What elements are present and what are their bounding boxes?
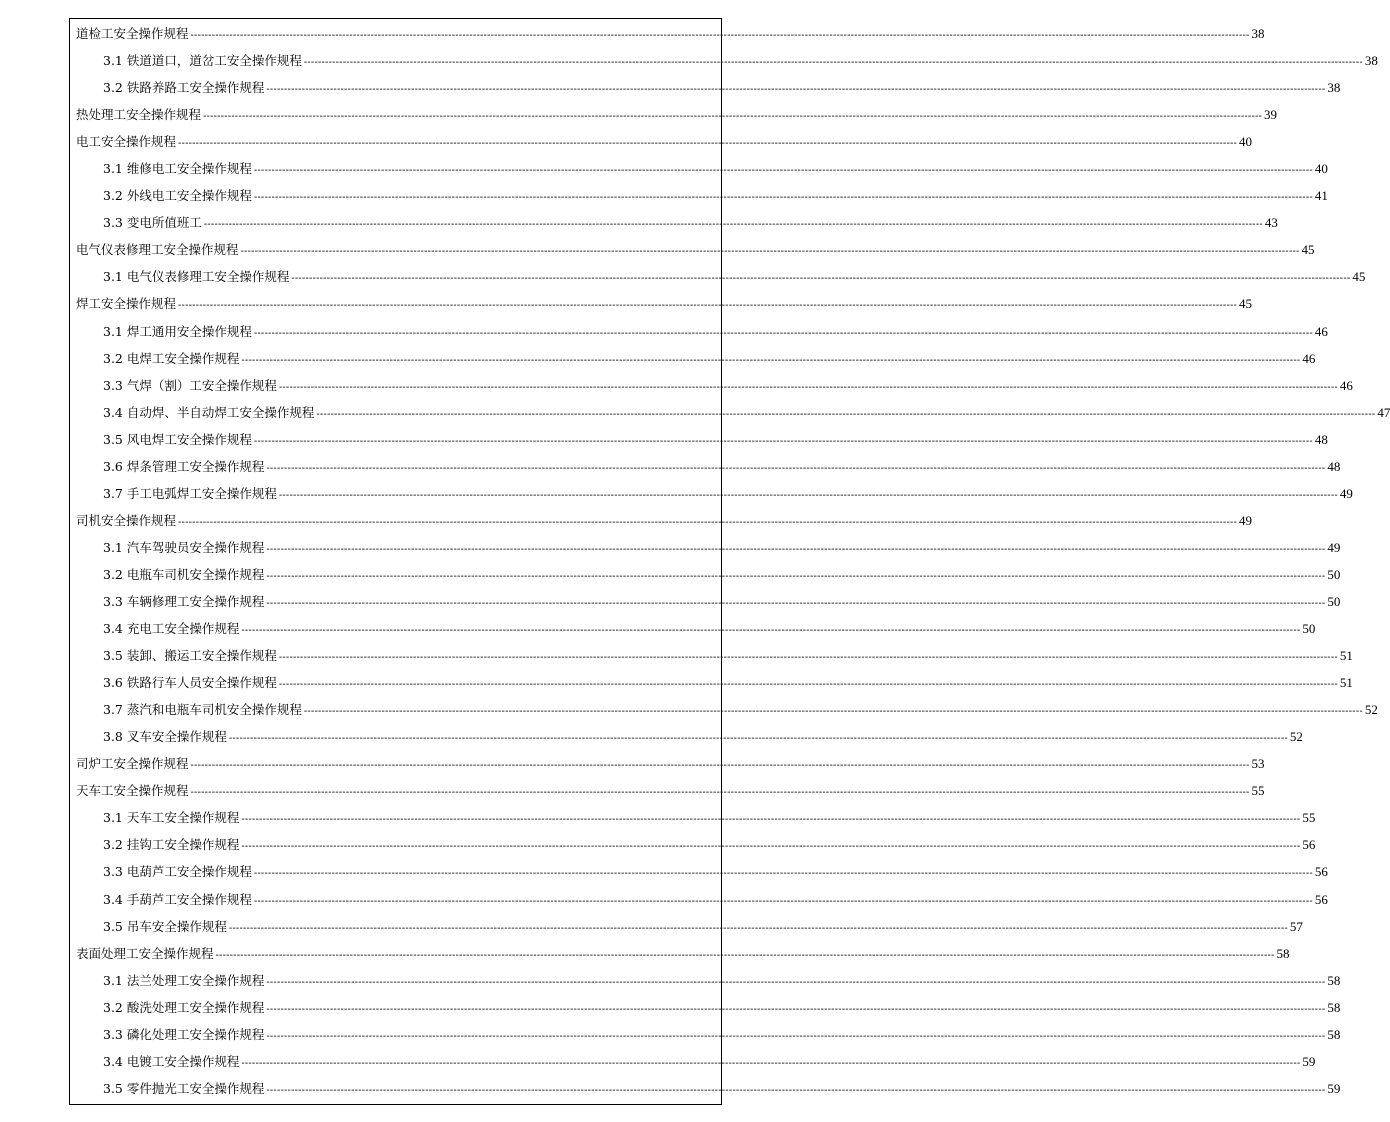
toc-subentry[interactable] xyxy=(76,836,1316,863)
dot-leader: ------------------------------------------------------------------------------------------------------------------------------------------------------------------------------------------------------------------------------------------------------------------------------------------------------------ xyxy=(278,381,1338,393)
toc-entry-title: 3.1 铁道道口，道岔工安全操作规程 xyxy=(103,53,302,69)
dot-leader: ------------------------------------------------------------------------------------------------------------------------------------------------------------------------------------------------------------------------------------------------------------------------------------------------------------ xyxy=(253,435,1313,447)
toc-subentry[interactable] xyxy=(76,214,1278,241)
toc-subentry[interactable] xyxy=(76,674,1353,701)
toc-page-number: 46 xyxy=(1314,323,1328,339)
toc-subentry[interactable] xyxy=(76,620,1316,647)
toc-subentry[interactable] xyxy=(76,485,1353,512)
toc-page-number: 56 xyxy=(1314,864,1328,880)
toc-page-number: 52 xyxy=(1364,702,1378,718)
toc-entry-title: 3.3 气焊（割）工安全操作规程 xyxy=(103,377,277,393)
dot-leader: ------------------------------------------------------------------------------------------------------------------------------------------------------------------------------------------------------------------------------------------------------------------------------------------------------------ xyxy=(266,1003,1326,1015)
dot-leader: ------------------------------------------------------------------------------------------------------------------------------------------------------------------------------------------------------------------------------------------------------------------------------------------------------------ xyxy=(266,84,1326,96)
dot-leader: ------------------------------------------------------------------------------------------------------------------------------------------------------------------------------------------------------------------------------------------------------------------------------------------------------------ xyxy=(215,949,1275,961)
toc-page-number: 52 xyxy=(1289,729,1303,745)
toc-entry-title: 3.1 汽车驾驶员安全操作规程 xyxy=(103,539,265,555)
toc-subentry[interactable] xyxy=(76,809,1316,836)
toc-page-number: 58 xyxy=(1327,999,1341,1015)
toc-entry-title: 3.1 维修电工安全操作规程 xyxy=(103,161,252,177)
toc-entry-title: 3.5 吊车安全操作规程 xyxy=(103,918,227,934)
dot-leader: ------------------------------------------------------------------------------------------------------------------------------------------------------------------------------------------------------------------------------------------------------------------------------------------------------------ xyxy=(266,976,1326,988)
toc-entry-title: 3.5 风电焊工安全操作规程 xyxy=(103,431,252,447)
toc-page-number: 47 xyxy=(1377,404,1390,420)
toc-page-number: 50 xyxy=(1327,593,1341,609)
toc-page-number: 46 xyxy=(1302,350,1316,366)
toc-entry-title: 3.4 电镀工安全操作规程 xyxy=(103,1053,240,1069)
toc-entry-title: 3.3 变电所值班工 xyxy=(103,215,202,231)
toc-subentry[interactable] xyxy=(76,972,1341,999)
toc-page-number: 56 xyxy=(1302,837,1316,853)
toc-page-number: 59 xyxy=(1327,1080,1341,1096)
toc-entry-title: 3.5 零件抛光工安全操作规程 xyxy=(103,1080,265,1096)
table-of-contents xyxy=(76,25,1390,1107)
toc-page-number: 41 xyxy=(1314,188,1328,204)
toc-subentry[interactable] xyxy=(76,1026,1341,1053)
toc-entry-title: 3.2 铁路养路工安全操作规程 xyxy=(103,80,265,96)
toc-entry-title: 3.1 焊工通用安全操作规程 xyxy=(103,323,252,339)
dot-leader: ------------------------------------------------------------------------------------------------------------------------------------------------------------------------------------------------------------------------------------------------------------------------------------------------------------ xyxy=(178,300,1238,312)
dot-leader: ------------------------------------------------------------------------------------------------------------------------------------------------------------------------------------------------------------------------------------------------------------------------------------------------------------ xyxy=(241,814,1301,826)
toc-entry[interactable] xyxy=(76,512,1253,539)
toc-page-number: 45 xyxy=(1352,269,1366,285)
toc-page-number: 49 xyxy=(1327,539,1341,555)
dot-leader: ------------------------------------------------------------------------------------------------------------------------------------------------------------------------------------------------------------------------------------------------------------------------------------------------------------ xyxy=(241,625,1301,637)
toc-entry-title: 3.6 焊条管理工安全操作规程 xyxy=(103,458,265,474)
dot-leader: ------------------------------------------------------------------------------------------------------------------------------------------------------------------------------------------------------------------------------------------------------------------------------------------------------------ xyxy=(190,30,1250,41)
toc-entry-title: 3.7 手工电弧焊工安全操作规程 xyxy=(103,485,277,501)
dot-leader: ------------------------------------------------------------------------------------------------------------------------------------------------------------------------------------------------------------------------------------------------------------------------------------------------------------ xyxy=(278,652,1338,664)
toc-entry-title: 3.1 天车工安全操作规程 xyxy=(103,810,240,826)
toc-entry[interactable] xyxy=(76,133,1253,160)
toc-page-number: 50 xyxy=(1302,621,1316,637)
dot-leader: ------------------------------------------------------------------------------------------------------------------------------------------------------------------------------------------------------------------------------------------------------------------------------------------------------------ xyxy=(316,408,1376,420)
toc-page-number: 38 xyxy=(1364,53,1378,69)
toc-entry[interactable] xyxy=(76,25,1265,52)
toc-subentry[interactable] xyxy=(76,458,1341,485)
toc-entry[interactable] xyxy=(76,241,1315,268)
toc-page-number: 58 xyxy=(1327,972,1341,988)
toc-page-number: 51 xyxy=(1339,675,1353,691)
toc-entry[interactable] xyxy=(76,755,1265,782)
toc-subentry[interactable] xyxy=(76,1080,1341,1107)
toc-subentry[interactable] xyxy=(76,1053,1316,1080)
toc-entry-title: 电工安全操作规程 xyxy=(76,134,177,150)
toc-entry-title: 3.4 充电工安全操作规程 xyxy=(103,621,240,637)
dot-leader: ------------------------------------------------------------------------------------------------------------------------------------------------------------------------------------------------------------------------------------------------------------------------------------------------------------ xyxy=(241,841,1301,853)
toc-entry[interactable] xyxy=(76,106,1278,133)
dot-leader: ------------------------------------------------------------------------------------------------------------------------------------------------------------------------------------------------------------------------------------------------------------------------------------------------------------ xyxy=(266,543,1326,555)
toc-page-number: 48 xyxy=(1327,458,1341,474)
toc-page-number: 59 xyxy=(1302,1053,1316,1069)
toc-subentry[interactable] xyxy=(76,918,1303,945)
dot-leader: ------------------------------------------------------------------------------------------------------------------------------------------------------------------------------------------------------------------------------------------------------------------------------------------------------------ xyxy=(303,706,1363,718)
toc-subentry[interactable] xyxy=(76,404,1390,431)
toc-page-number: 57 xyxy=(1289,918,1303,934)
toc-page-number: 49 xyxy=(1239,512,1253,528)
toc-page-number: 55 xyxy=(1302,810,1316,826)
toc-page-number: 40 xyxy=(1239,134,1253,150)
dot-leader: ------------------------------------------------------------------------------------------------------------------------------------------------------------------------------------------------------------------------------------------------------------------------------------------------------------ xyxy=(228,922,1288,934)
dot-leader: ------------------------------------------------------------------------------------------------------------------------------------------------------------------------------------------------------------------------------------------------------------------------------------------------------------ xyxy=(303,57,1363,69)
dot-leader: ------------------------------------------------------------------------------------------------------------------------------------------------------------------------------------------------------------------------------------------------------------------------------------------------------------ xyxy=(278,679,1338,691)
toc-page-number: 55 xyxy=(1251,783,1265,799)
toc-entry-title: 道检工安全操作规程 xyxy=(76,26,189,41)
toc-entry-title: 电气仪表修理工安全操作规程 xyxy=(76,242,239,258)
dot-leader: ------------------------------------------------------------------------------------------------------------------------------------------------------------------------------------------------------------------------------------------------------------------------------------------------------------ xyxy=(190,787,1250,799)
toc-entry-title: 3.7 蒸汽和电瓶车司机安全操作规程 xyxy=(103,702,302,718)
toc-entry[interactable] xyxy=(76,782,1265,809)
toc-subentry[interactable] xyxy=(76,863,1328,890)
toc-page-number: 40 xyxy=(1314,161,1328,177)
dot-leader: ------------------------------------------------------------------------------------------------------------------------------------------------------------------------------------------------------------------------------------------------------------------------------------------------------------ xyxy=(278,489,1338,501)
dot-leader: ------------------------------------------------------------------------------------------------------------------------------------------------------------------------------------------------------------------------------------------------------------------------------------------------------------ xyxy=(253,868,1313,880)
toc-subentry[interactable] xyxy=(76,52,1378,79)
dot-leader: ------------------------------------------------------------------------------------------------------------------------------------------------------------------------------------------------------------------------------------------------------------------------------------------------------------ xyxy=(291,273,1351,285)
toc-subentry[interactable] xyxy=(76,539,1341,566)
dot-leader: ------------------------------------------------------------------------------------------------------------------------------------------------------------------------------------------------------------------------------------------------------------------------------------------------------------ xyxy=(253,165,1313,177)
toc-entry-title: 3.2 电瓶车司机安全操作规程 xyxy=(103,566,265,582)
toc-entry-title: 司炉工安全操作规程 xyxy=(76,756,189,772)
dot-leader: ------------------------------------------------------------------------------------------------------------------------------------------------------------------------------------------------------------------------------------------------------------------------------------------------------------ xyxy=(266,597,1326,609)
toc-entry-title: 天车工安全操作规程 xyxy=(76,783,189,799)
dot-leader: ------------------------------------------------------------------------------------------------------------------------------------------------------------------------------------------------------------------------------------------------------------------------------------------------------------ xyxy=(228,733,1288,745)
toc-page-number: 38 xyxy=(1251,26,1265,41)
toc-entry-title: 3.3 车辆修理工安全操作规程 xyxy=(103,593,265,609)
toc-page-number: 53 xyxy=(1251,756,1265,772)
dot-leader: ------------------------------------------------------------------------------------------------------------------------------------------------------------------------------------------------------------------------------------------------------------------------------------------------------------ xyxy=(253,895,1313,907)
dot-leader: ------------------------------------------------------------------------------------------------------------------------------------------------------------------------------------------------------------------------------------------------------------------------------------------------------------ xyxy=(266,462,1326,474)
toc-entry[interactable] xyxy=(76,295,1253,322)
toc-page-number: 45 xyxy=(1301,242,1315,258)
toc-page-number: 48 xyxy=(1314,431,1328,447)
dot-leader: ------------------------------------------------------------------------------------------------------------------------------------------------------------------------------------------------------------------------------------------------------------------------------------------------------------ xyxy=(240,246,1300,258)
toc-entry-title: 3.5 装卸、搬运工安全操作规程 xyxy=(103,648,277,664)
toc-subentry[interactable] xyxy=(76,323,1328,350)
toc-page-number: 39 xyxy=(1264,107,1278,123)
toc-page-number: 38 xyxy=(1327,80,1341,96)
dot-leader: ------------------------------------------------------------------------------------------------------------------------------------------------------------------------------------------------------------------------------------------------------------------------------------------------------------ xyxy=(203,111,1263,123)
dot-leader: ------------------------------------------------------------------------------------------------------------------------------------------------------------------------------------------------------------------------------------------------------------------------------------------------------------ xyxy=(266,570,1326,582)
toc-page-number: 43 xyxy=(1264,215,1278,231)
toc-entry-title: 3.1 电气仪表修理工安全操作规程 xyxy=(103,269,290,285)
toc-entry-title: 3.1 法兰处理工安全操作规程 xyxy=(103,972,265,988)
dot-leader: ------------------------------------------------------------------------------------------------------------------------------------------------------------------------------------------------------------------------------------------------------------------------------------------------------------ xyxy=(241,1057,1301,1069)
toc-subentry[interactable] xyxy=(76,728,1303,755)
toc-subentry[interactable] xyxy=(76,79,1341,106)
toc-entry-title: 3.2 酸洗处理工安全操作规程 xyxy=(103,999,265,1015)
toc-subentry[interactable] xyxy=(76,999,1341,1026)
dot-leader: ------------------------------------------------------------------------------------------------------------------------------------------------------------------------------------------------------------------------------------------------------------------------------------------------------------ xyxy=(178,138,1238,150)
dot-leader: ------------------------------------------------------------------------------------------------------------------------------------------------------------------------------------------------------------------------------------------------------------------------------------------------------------ xyxy=(190,760,1250,772)
toc-subentry[interactable] xyxy=(76,377,1353,404)
toc-page-number: 58 xyxy=(1276,945,1290,961)
toc-subentry[interactable] xyxy=(76,350,1316,377)
toc-entry-title: 司机安全操作规程 xyxy=(76,512,177,528)
dot-leader: ------------------------------------------------------------------------------------------------------------------------------------------------------------------------------------------------------------------------------------------------------------------------------------------------------------ xyxy=(203,219,1263,231)
dot-leader: ------------------------------------------------------------------------------------------------------------------------------------------------------------------------------------------------------------------------------------------------------------------------------------------------------------ xyxy=(253,327,1313,339)
toc-subentry[interactable] xyxy=(76,566,1341,593)
toc-entry-title: 热处理工安全操作规程 xyxy=(76,107,202,123)
toc-entry-title: 3.4 自动焊、半自动焊工安全操作规程 xyxy=(103,404,315,420)
dot-leader: ------------------------------------------------------------------------------------------------------------------------------------------------------------------------------------------------------------------------------------------------------------------------------------------------------------ xyxy=(178,516,1238,528)
toc-subentry[interactable] xyxy=(76,431,1328,458)
toc-subentry[interactable] xyxy=(76,891,1328,918)
toc-entry-title: 3.4 手葫芦工安全操作规程 xyxy=(103,891,252,907)
toc-entry-title: 3.8 叉车安全操作规程 xyxy=(103,729,227,745)
toc-subentry[interactable] xyxy=(76,268,1366,295)
toc-entry[interactable] xyxy=(76,945,1290,972)
toc-page-number: 51 xyxy=(1339,648,1353,664)
toc-entry-title: 3.6 铁路行车人员安全操作规程 xyxy=(103,675,277,691)
toc-entry-title: 3.2 挂钩工安全操作规程 xyxy=(103,837,240,853)
toc-entry-title: 3.2 电焊工安全操作规程 xyxy=(103,350,240,366)
toc-entry-title: 表面处理工安全操作规程 xyxy=(76,945,214,961)
toc-page-number: 56 xyxy=(1314,891,1328,907)
toc-entry-title: 3.3 磷化处理工安全操作规程 xyxy=(103,1026,265,1042)
toc-subentry[interactable] xyxy=(76,647,1353,674)
dot-leader: ------------------------------------------------------------------------------------------------------------------------------------------------------------------------------------------------------------------------------------------------------------------------------------------------------------ xyxy=(241,354,1301,366)
dot-leader: ------------------------------------------------------------------------------------------------------------------------------------------------------------------------------------------------------------------------------------------------------------------------------------------------------------ xyxy=(266,1084,1326,1096)
toc-page-number: 49 xyxy=(1339,485,1353,501)
dot-leader: ------------------------------------------------------------------------------------------------------------------------------------------------------------------------------------------------------------------------------------------------------------------------------------------------------------ xyxy=(253,192,1313,204)
toc-page-number: 45 xyxy=(1239,296,1253,312)
toc-page-number: 50 xyxy=(1327,566,1341,582)
toc-entry-title: 焊工安全操作规程 xyxy=(76,296,177,312)
toc-entry-title: 3.2 外线电工安全操作规程 xyxy=(103,188,252,204)
dot-leader: ------------------------------------------------------------------------------------------------------------------------------------------------------------------------------------------------------------------------------------------------------------------------------------------------------------ xyxy=(266,1030,1326,1042)
toc-subentry[interactable] xyxy=(76,593,1341,620)
toc-page-number: 58 xyxy=(1327,1026,1341,1042)
toc-subentry[interactable] xyxy=(76,701,1378,728)
toc-entry-title: 3.3 电葫芦工安全操作规程 xyxy=(103,864,252,880)
toc-subentry[interactable] xyxy=(76,187,1328,214)
toc-subentry[interactable] xyxy=(76,160,1328,187)
toc-page-number: 46 xyxy=(1339,377,1353,393)
